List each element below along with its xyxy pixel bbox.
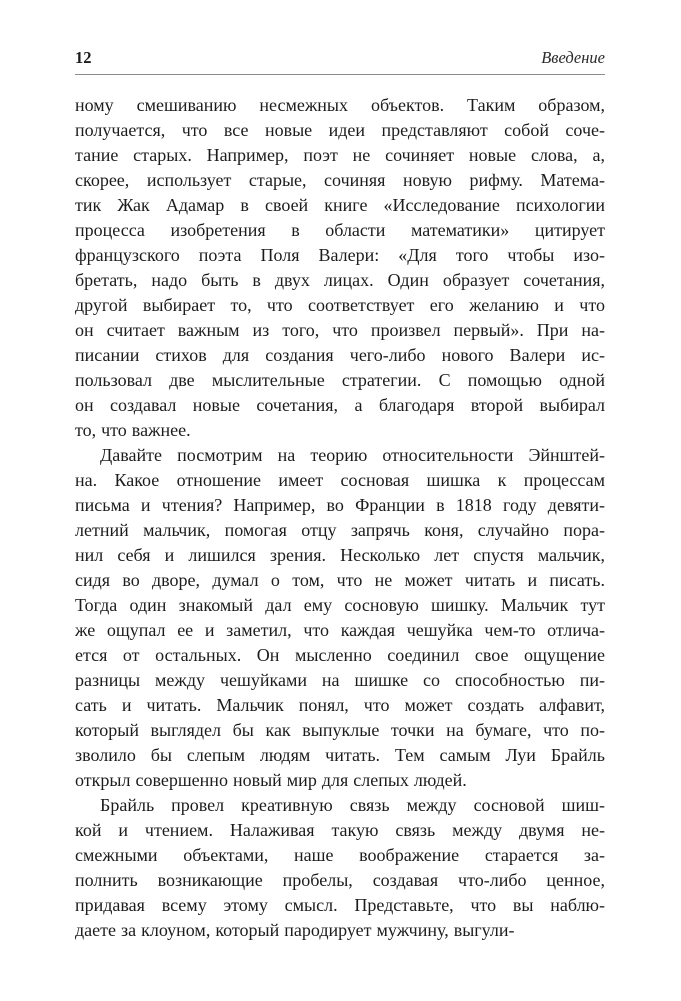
text-line: сать и читать. Мальчик понял, что может создать алфавит, (75, 694, 605, 715)
text-line: же ощупал ее и заметил, что каждая чешуйка чем-то отлича- (75, 619, 605, 640)
text-line: полнить возникающие пробелы, создавая что-либо ценное, (75, 869, 605, 890)
text-line: скорее, использует старые, сочиняя новую рифму. Матема- (75, 169, 605, 190)
text-line: тание старых. Например, поэт не сочиняет новые слова, а, (75, 144, 605, 165)
text-line: пользовал две мыслительные стратегии. С помощью одной (75, 369, 605, 390)
text-line: французского поэта Поля Валери: «Для того чтобы изо- (75, 244, 605, 265)
text-line: нил себя и лишился зрения. Несколько лет спустя мальчик, (75, 544, 605, 565)
text-line: летний мальчик, помогая отцу запрячь коня, случайно пора- (75, 519, 605, 540)
text-line: он создавал новые сочетания, а благодаря второй выбирал (75, 394, 605, 415)
running-head-chapter: Введение (541, 48, 605, 67)
page-number: 12 (75, 48, 92, 67)
text-line: письма и чтения? Например, во Франции в 1818 году девяти- (75, 494, 605, 515)
paragraph (75, 443, 605, 793)
text-line: на. Какое отношение имеет сосновая шишка к процессам (75, 469, 605, 490)
text-line: кой и чтением. Налаживая такую связь между двумя не- (75, 819, 605, 840)
text-line: сидя во дворе, думал о том, что не может читать и писать. (75, 569, 605, 590)
text-line: Давайте посмотрим на теорию относительности Эйнштей- (100, 444, 605, 465)
text-line: зволило бы слепым людям читать. Тем самым Луи Брайль (75, 744, 605, 765)
text-line: смежными объектами, наше воображение старается за- (75, 844, 605, 865)
text-line: открыл совершенно новый мир для слепых людей. (75, 769, 467, 790)
text-line: писании стихов для создания чего-либо нового Валери ис- (75, 344, 605, 365)
text-line: он считает важным из того, что произвел первый». При на- (75, 319, 605, 340)
text-line: ному смешиванию несмежных объектов. Таким образом, (75, 94, 605, 115)
text-line: то, что важнее. (75, 419, 191, 440)
text-line: придавая всему этому смысл. Представьте, что вы наблю- (75, 894, 605, 915)
paragraph (75, 93, 605, 443)
text-line: даете за клоуном, который пародирует мужчину, выгули- (75, 919, 515, 940)
text-line: тик Жак Адамар в своей книге «Исследование психологии (75, 194, 605, 215)
text-line: получается, что все новые идеи представляют собой соче- (75, 119, 605, 140)
header-rule (75, 74, 605, 75)
text-line: процесса изобретения в области математики» цитирует (75, 219, 605, 240)
text-line: другой выбирает то, что соответствует его желанию и что (75, 294, 605, 315)
text-line: бретать, надо быть в двух лицах. Один образует сочетания, (75, 269, 605, 290)
text-line: разницы между чешуйками на шишке со способностью пи- (75, 669, 605, 690)
text-line: ется от остальных. Он мысленно соединил свое ощущение (75, 644, 605, 665)
paragraph (75, 793, 605, 943)
text-line: который выглядел бы как выпуклые точки на бумаге, что по- (75, 719, 605, 740)
text-line: Тогда один знакомый дал ему сосновую шишку. Мальчик тут (75, 594, 605, 615)
page-header (75, 50, 605, 74)
text-line: Брайль провел креативную связь между сосновой шиш- (100, 794, 605, 815)
page-body (75, 93, 605, 943)
